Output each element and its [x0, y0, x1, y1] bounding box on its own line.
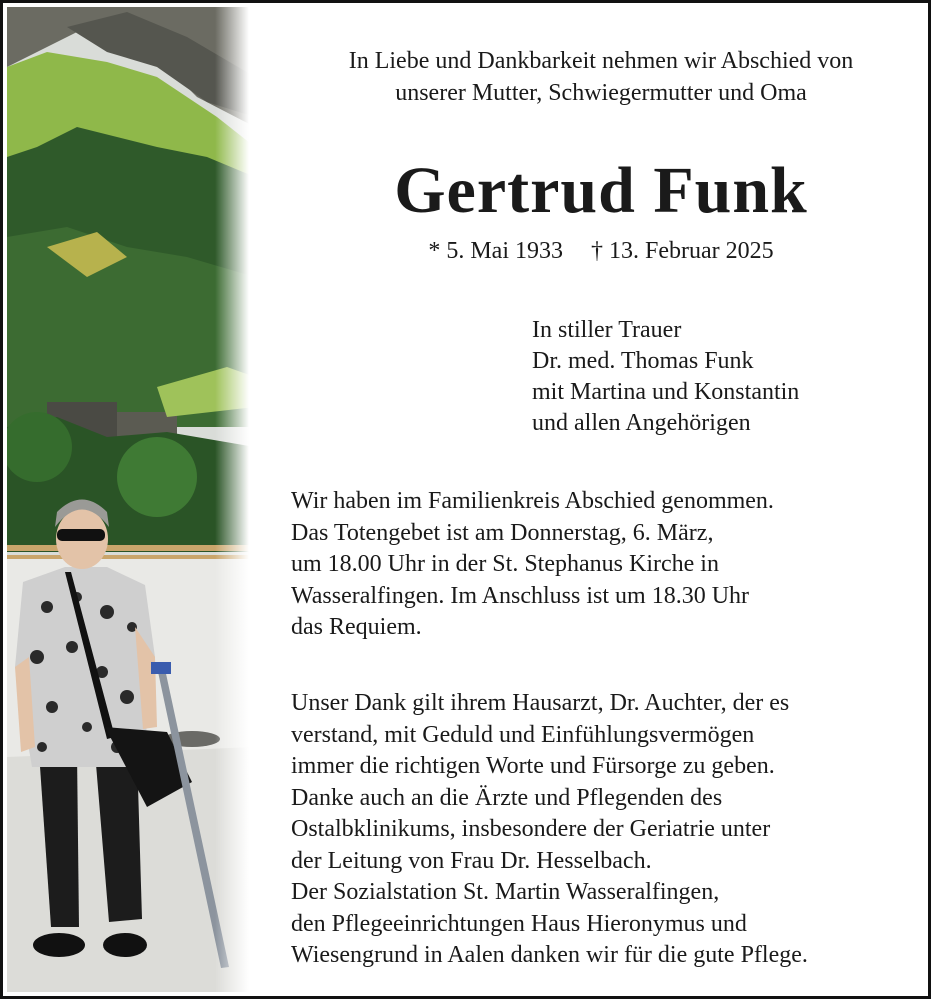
deceased-name: Gertrud Funk [394, 154, 808, 227]
paragraph-line: Wiesengrund in Aalen danken wir für die gute Pflege. [291, 942, 808, 968]
mourner-line: In stiller Trauer [532, 317, 682, 343]
paragraph-line: Danke auch an die Ärzte und Pflegenden des [291, 784, 723, 811]
paragraph-line: Der Sozialstation St. Martin Wasseralfingen, [291, 879, 720, 905]
thanks-paragraph [291, 688, 911, 972]
portrait-photo [7, 7, 255, 992]
paragraph-line: Wir haben im Familienkreis Abschied genommen. [291, 488, 774, 514]
paragraph-line: der Leitung von Frau Dr. Hesselbach. [291, 847, 652, 874]
paragraph-line: Ostalbklinikums, insbesondere der Geriatrie unter [291, 816, 771, 842]
paragraph-line: das Requiem. [291, 614, 422, 640]
paragraph-line: Das Totengebet ist am Donnerstag, 6. März, [291, 519, 714, 546]
life-dates [291, 235, 911, 267]
birth-date: * 5. Mai 1933 [428, 238, 564, 264]
photo-edge-fade [215, 7, 255, 992]
paragraph-line: immer die richtigen Worte und Fürsorge zu geben. [291, 753, 775, 779]
intro-line: In Liebe und Dankbarkeit nehmen wir Abschied von [348, 48, 854, 74]
death-date: † 13. Februar 2025 [591, 238, 774, 264]
paragraph-line: den Pflegeeinrichtungen Haus Hieronymus und [291, 910, 747, 937]
paragraph-line: um 18.00 Uhr in der St. Stephanus Kirche in [291, 551, 719, 577]
intro-line: unserer Mutter, Schwiegermutter und Oma [395, 80, 807, 106]
intro-text [291, 45, 911, 109]
paragraph-line: Unser Dank gilt ihrem Hausarzt, Dr. Auchter, der es [291, 690, 790, 716]
mourner-line: Dr. med. Thomas Funk [532, 348, 754, 374]
mourners-block [532, 315, 799, 439]
mourner-line: mit Martina und Konstantin [532, 379, 800, 405]
mourner-line: und allen Angehörigen [532, 410, 751, 436]
paragraph-line: Wasseralfingen. Im Anschluss ist um 18.30 Uhr [291, 582, 750, 609]
service-paragraph [291, 486, 911, 644]
paragraph-line: verstand, mit Geduld und Einfühlungsvermögen [291, 721, 755, 748]
